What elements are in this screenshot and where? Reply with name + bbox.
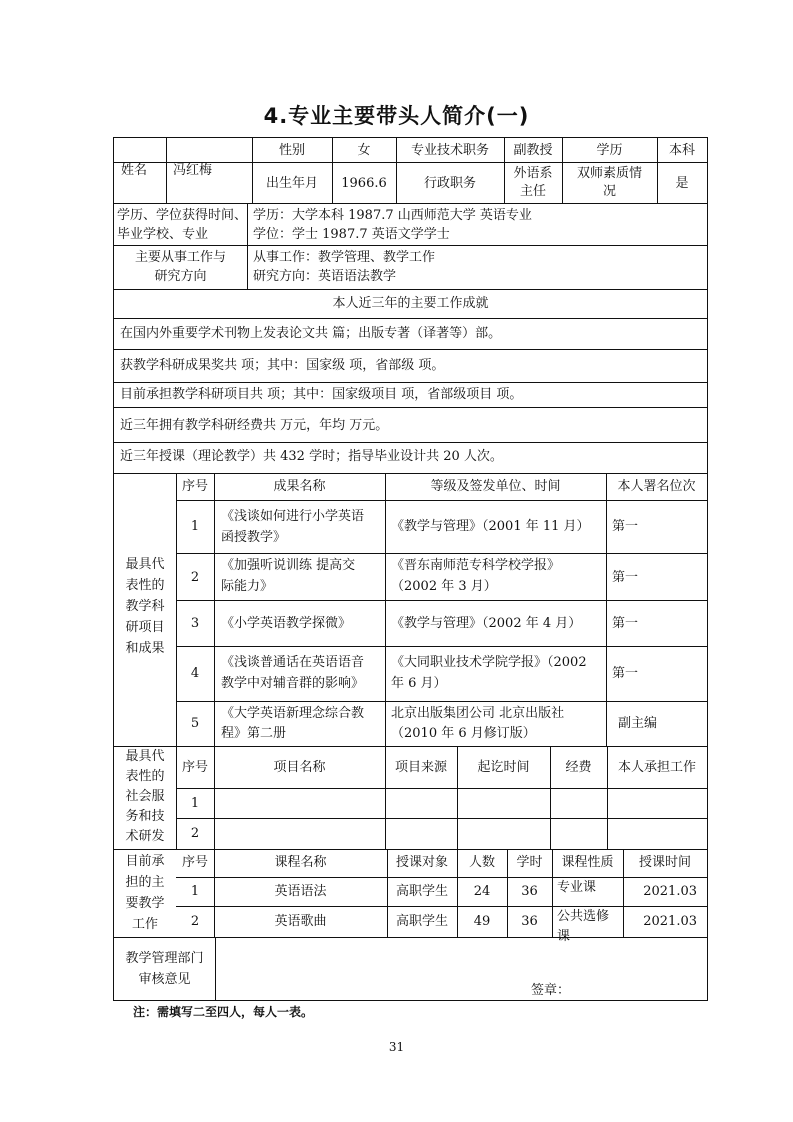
course-header-name: 课程名称	[274, 855, 327, 870]
col-divider	[247, 203, 248, 289]
review-label-line2: 审核意见	[138, 972, 191, 987]
service-label-4: 务和技	[125, 809, 165, 824]
service-row-no: 2	[190, 826, 200, 841]
course-row-name: 英语歌曲	[274, 914, 327, 929]
degree-value: 本科	[668, 143, 695, 158]
work-label-line2: 研究方向	[154, 269, 207, 284]
achievements-header: 本人近三年的主要工作成就	[332, 296, 489, 311]
row-divider	[176, 788, 707, 789]
row-divider	[114, 849, 707, 850]
rep-row-rank: 第一	[612, 666, 639, 681]
education-label-line1: 学历、学位获得时间、	[117, 208, 248, 223]
course-row-hours: 36	[521, 884, 538, 899]
courses-label-1: 目前承	[125, 854, 165, 869]
service-row-no: 1	[190, 796, 200, 811]
course-row-target: 高职学生	[395, 914, 448, 929]
course-row-nature: 公共选修课	[557, 909, 610, 944]
course-row-count: 49	[473, 914, 491, 929]
course-header-hours: 学时	[516, 855, 543, 870]
course-header-nature: 课程性质	[561, 855, 614, 870]
course-row-no: 2	[190, 914, 200, 929]
rep-row-rank: 第一	[612, 570, 639, 585]
rep-header-name: 成果名称	[273, 479, 326, 494]
rep-row-no: 3	[190, 616, 200, 631]
representative-label-2: 表性的	[125, 578, 165, 593]
rep-row-unit: 《大同职业技术学院学报》（2002	[391, 655, 587, 670]
rep-row-unit: 年 6 月）	[391, 676, 447, 691]
row-divider	[176, 553, 707, 554]
course-row-no: 1	[190, 884, 200, 899]
course-header-no: 序号	[181, 855, 208, 870]
rep-row-rank: 第一	[612, 519, 639, 534]
rep-row-rank: 第一	[612, 616, 639, 631]
course-row-count: 24	[473, 884, 491, 899]
birth-label: 出生年月	[265, 176, 318, 191]
row-divider	[176, 906, 707, 907]
tech-title-value: 副教授	[513, 143, 553, 158]
row-divider	[176, 877, 707, 878]
rep-row-name: 函授教学》	[221, 530, 287, 545]
footnote: 注：需填写二至四人，每人一表。	[133, 1005, 314, 1019]
course-row-target: 高职学生	[395, 884, 448, 899]
dual-value: 是	[675, 176, 689, 191]
representative-label-4: 研项目	[125, 620, 165, 635]
service-label-3: 社会服	[125, 789, 165, 804]
work-label-line1: 主要从事工作与	[134, 250, 226, 265]
rep-row-rank: 副主编	[618, 716, 658, 731]
row-divider	[176, 701, 707, 702]
service-header-period: 起讫时间	[477, 760, 530, 775]
signature-label: 签章：	[531, 983, 571, 998]
rep-row-unit: 北京出版集团公司 北京出版社	[391, 706, 565, 721]
education-line2: 学位：学士 1987.7 英语文学学士	[253, 227, 450, 242]
name-label: 姓名	[121, 163, 148, 178]
rep-row-unit: 《晋东南师范专科学校学报》	[391, 558, 561, 573]
row-divider	[114, 382, 707, 383]
course-header-count: 人数	[468, 855, 495, 870]
rep-row-no: 5	[190, 716, 200, 731]
row-divider	[114, 746, 707, 747]
service-label-1: 最具代	[125, 749, 165, 764]
course-header-target: 授课对象	[395, 855, 448, 870]
rep-row-name: 《大学英语新理念综合教	[221, 706, 365, 721]
funds-line: 近三年拥有教学科研经费共 万元，年均 万元。	[120, 418, 389, 433]
rep-header-rank: 本人署名位次	[617, 479, 696, 494]
row-divider	[114, 203, 707, 204]
rep-row-no: 4	[190, 666, 200, 681]
col-divider	[606, 473, 607, 746]
courses-label-4: 工作	[131, 917, 158, 932]
work-line1: 从事工作：教学管理、教学工作	[253, 250, 436, 265]
review-label-line1: 教学管理部门	[125, 951, 204, 966]
service-label-2: 表性的	[125, 769, 165, 784]
course-row-time: 2021.03	[643, 914, 697, 929]
col-divider	[215, 937, 216, 1000]
course-row-time: 2021.03	[643, 884, 697, 899]
gender-value: 女	[357, 143, 371, 158]
name-value: 冯红梅	[173, 163, 213, 178]
row-divider	[176, 646, 707, 647]
row-divider	[176, 818, 707, 819]
rep-header-no: 序号	[181, 479, 208, 494]
service-header-source: 项目来源	[394, 760, 447, 775]
rep-row-name: 《小学英语教学探微》	[221, 616, 352, 631]
row-divider	[114, 442, 707, 443]
education-line1: 学历：大学本科 1987.7 山西师范大学 英语专业	[253, 208, 532, 223]
tech-title-label: 专业技术职务	[410, 143, 489, 158]
admin-value-line2: 主任	[519, 184, 546, 199]
teaching-line: 近三年授课（理论教学）共 432 学时；指导毕业设计共 20 人次。	[120, 449, 503, 464]
course-header-time: 授课时间	[638, 855, 691, 870]
row-divider	[114, 289, 707, 290]
rep-row-name: 际能力》	[221, 579, 274, 594]
row-divider	[114, 937, 707, 938]
rep-row-unit: 《教学与管理》（2001 年 11 月）	[391, 519, 590, 534]
education-label-line2: 毕业学校、专业	[117, 227, 209, 242]
rep-row-name: 《加强听说训练 提高交	[221, 558, 356, 573]
admin-label: 行政职务	[423, 176, 476, 191]
degree-label: 学历	[596, 143, 623, 158]
dual-label-line2: 况	[602, 184, 616, 199]
profile-table	[113, 137, 708, 1001]
service-header-funds: 经费	[565, 760, 592, 775]
rep-row-unit: 《教学与管理》（2002 年 4 月）	[391, 616, 582, 631]
rep-row-unit: （2010 年 6 月修订版）	[391, 726, 536, 741]
page-number: 31	[388, 1040, 405, 1054]
projects-line: 目前承担教学科研项目共 项；其中：国家级项目 项，省部级项目 项。	[120, 387, 523, 402]
service-header-name: 项目名称	[273, 760, 326, 775]
course-row-name: 英语语法	[274, 884, 327, 899]
representative-label-3: 教学科	[125, 599, 165, 614]
row-divider	[114, 473, 707, 474]
awards-line: 获教学科研成果奖共 项；其中：国家级 项，省部级 项。	[120, 358, 445, 373]
dual-label-line1: 双师素质情	[576, 166, 642, 181]
work-line2: 研究方向：英语语法教学	[253, 269, 397, 284]
rep-row-unit: （2002 年 3 月）	[391, 579, 497, 594]
courses-label-3: 要教学	[125, 896, 165, 911]
row-divider	[176, 500, 707, 501]
rep-row-name: 《浅谈普通话在英语语音	[221, 655, 365, 670]
birth-value: 1966.6	[341, 176, 387, 191]
rep-row-name: 《浅谈如何进行小学英语	[221, 509, 365, 524]
representative-label-1: 最具代	[125, 557, 165, 572]
course-row-hours: 36	[521, 914, 538, 929]
representative-label-5: 和成果	[125, 641, 165, 656]
rep-row-no: 2	[190, 570, 200, 585]
row-divider	[114, 349, 707, 350]
courses-label-2: 担的主	[125, 875, 165, 890]
service-header-no: 序号	[181, 760, 208, 775]
rep-header-unit: 等级及签发单位、时间	[430, 479, 561, 494]
service-label-5: 术研发	[125, 829, 165, 844]
col-divider	[166, 138, 167, 203]
rep-row-name: 程》第二册	[221, 726, 287, 741]
row-divider	[114, 407, 707, 408]
rep-row-no: 1	[190, 519, 200, 534]
service-header-role: 本人承担工作	[617, 760, 696, 775]
page-title: 4.专业主要带头人简介(一)	[263, 104, 530, 128]
papers-line: 在国内外重要学术刊物上发表论文共 篇；出版专著（译著等）部。	[120, 326, 502, 341]
gender-label: 性别	[278, 143, 305, 158]
row-divider	[114, 318, 707, 319]
admin-value-line1: 外语系	[513, 166, 553, 181]
row-divider	[176, 600, 707, 601]
rep-row-name: 教学中对辅音群的影响》	[221, 676, 365, 691]
row-divider	[114, 245, 707, 246]
col-divider	[385, 473, 386, 746]
course-row-nature: 专业课	[557, 880, 597, 895]
